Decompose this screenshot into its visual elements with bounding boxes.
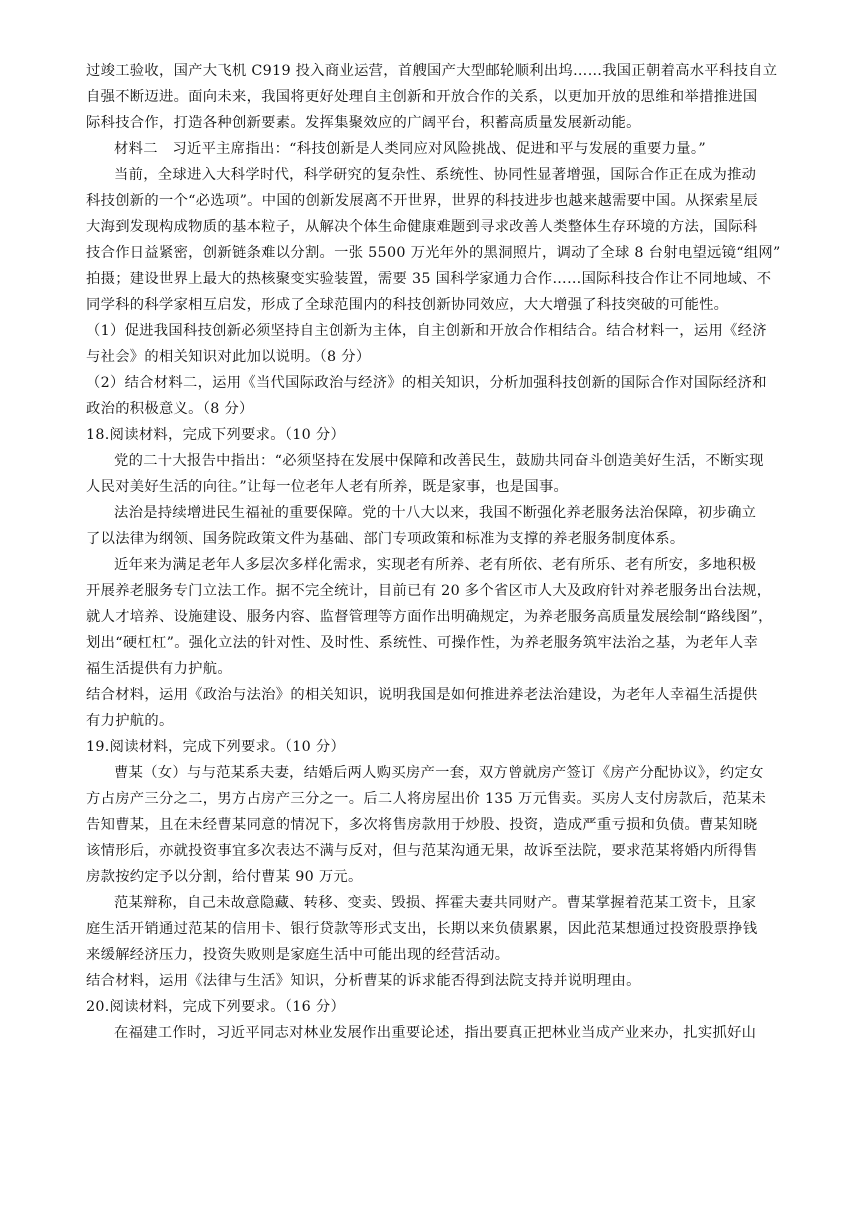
text-line: 同学科的科学家相互启发，形成了全球范围内的科技创新协同效应，大大增强了科技突破的可能性。 bbox=[86, 297, 729, 313]
text-line: 拍摄；建设世界上最大的热核聚变实验装置，需要 35 国科学家通力合作……国际科技合作让不同地域、不 bbox=[86, 271, 772, 287]
text-line: 就人才培养、设施建设、服务内容、监督管理等方面作出明确规定，为养老服务高质量发展绘制“路线图”， bbox=[86, 609, 773, 625]
text-line: 材料二 习近平主席指出：“科技创新是人类同应对风险挑战、促进和平与发展的重要力量。” bbox=[114, 141, 706, 157]
text-line: 际科技合作，打造各种创新要素。发挥集聚效应的广阔平台，积蓄高质量发展新动能。 bbox=[86, 115, 641, 131]
text-line: 结合材料，运用《法律与生活》知识，分析曹某的诉求能否得到法院支持并说明理由。 bbox=[86, 973, 641, 989]
text-line: 科技创新的一个“必选项”。中国的创新发展离不开世界，世界的科技进步也越来越需要中国。从探索星辰 bbox=[86, 193, 759, 209]
text-line: 人民对美好生活的向往。”让每一位老年人老有所养，既是家事，也是国事。 bbox=[86, 479, 569, 495]
text-line: 大海到发现构成物质的基本粒子，从解决个体生命健康难题到寻求改善人类整体生存环境的方法，国际科 bbox=[86, 219, 758, 235]
text-line: （1）促进我国科技创新必须坚持自主创新为主体，自主创新和开放合作相结合。结合材料一，运用《经济 bbox=[86, 323, 767, 339]
text-line: 有力护航的。 bbox=[86, 713, 174, 729]
text-line: 方占房产三分之二，男方占房产三分之一。后二人将房屋出价 135 万元售卖。买房人支付房款后，范某未 bbox=[86, 791, 767, 807]
document-body bbox=[86, 58, 782, 1046]
text-line: 过竣工验收，国产大飞机 C919 投入商业运营，首艘国产大型邮轮顺利出坞……我国正朝着高水平科技自立 bbox=[86, 63, 778, 79]
text-line: 范某辩称，自己未故意隐藏、转移、变卖、毁损、挥霍夫妻共同财产。曹某掌握着范某工资卡，且家 bbox=[114, 895, 757, 911]
text-line: 18.阅读材料，完成下列要求。（10 分） bbox=[86, 427, 346, 443]
text-line: 技合作日益紧密，创新链条难以分割。一张 5500 万光年外的黑洞照片，调动了全球 8 台射电望远镜“组网” bbox=[86, 245, 781, 261]
text-line: 划出“硬杠杠”。强化立法的针对性、及时性、系统性、可操作性，为养老服务筑牢法治之基，为老年人幸 bbox=[86, 635, 759, 651]
text-line: 19.阅读材料，完成下列要求。（10 分） bbox=[86, 739, 346, 755]
text-line: 曹某（女）与与范某系夫妻，结婚后两人购买房产一套，双方曾就房产签订《房产分配协议》，约定女 bbox=[114, 765, 764, 781]
text-line: 近年来为满足老年人多层次多样化需求，实现老有所养、老有所依、老有所乐、老有所安，多地积极 bbox=[114, 557, 757, 573]
text-line: 了以法律为纲领、国务院政策文件为基础、部门专项政策和标准为支撑的养老服务制度体系。 bbox=[86, 531, 685, 547]
text-line: 结合材料，运用《政治与法治》的相关知识，说明我国是如何推进养老法治建设，为老年人幸福生活提供 bbox=[86, 687, 758, 703]
text-line: 该情形后，亦就投资事宜多次表达不满与反对，但与范某沟通无果，故诉至法院，要求范某将婚内所得售 bbox=[86, 843, 758, 859]
text-line: 法治是持续增进民生福祉的重要保障。党的十八大以来，我国不断强化养老服务法治保障，初步确立 bbox=[114, 505, 757, 521]
text-line: 当前，全球进入大科学时代，科学研究的复杂性、系统性、协同性显著增强，国际合作正在成为推动 bbox=[114, 167, 757, 183]
text-line: 20.阅读材料，完成下列要求。（16 分） bbox=[86, 999, 346, 1015]
text-line: 房款按约定予以分割，给付曹某 90 万元。 bbox=[86, 869, 363, 885]
text-line: 政治的积极意义。（8 分） bbox=[86, 401, 254, 417]
text-line: 与社会》的相关知识对此加以说明。（8 分） bbox=[86, 349, 371, 365]
text-line: 告知曹某，且在未经曹某同意的情况下，多次将售房款用于炒股、投资，造成严重亏损和负债。曹某知晓 bbox=[86, 817, 758, 833]
text-line: 来缓解经济压力，投资失败则是家庭生活中可能出现的经营活动。 bbox=[86, 947, 510, 963]
text-line: 福生活提供有力护航。 bbox=[86, 661, 232, 677]
text-line: 庭生活开销通过范某的信用卡、银行贷款等形式支出，长期以来负债累累，因此范某想通过投资股票挣钱 bbox=[86, 921, 758, 937]
text-line: （2）结合材料二，运用《当代国际政治与经济》的相关知识，分析加强科技创新的国际合作对国际经济和 bbox=[86, 375, 767, 391]
text-line: 在福建工作时，习近平同志对林业发展作出重要论述，指出要真正把林业当成产业来办，扎实抓好山 bbox=[114, 1025, 757, 1041]
text-line: 自强不断迈进。面向未来，我国将更好处理自主创新和开放合作的关系，以更加开放的思维和举措推进国 bbox=[86, 89, 758, 105]
text-line: 开展养老服务专门立法工作。据不完全统计，目前已有 20 多个省区市人大及政府针对养老服务出台法规， bbox=[86, 583, 772, 599]
text-line: 党的二十大报告中指出：“必须坚持在发展中保障和改善民生，鼓励共同奋斗创造美好生活，不断实现 bbox=[114, 453, 764, 469]
